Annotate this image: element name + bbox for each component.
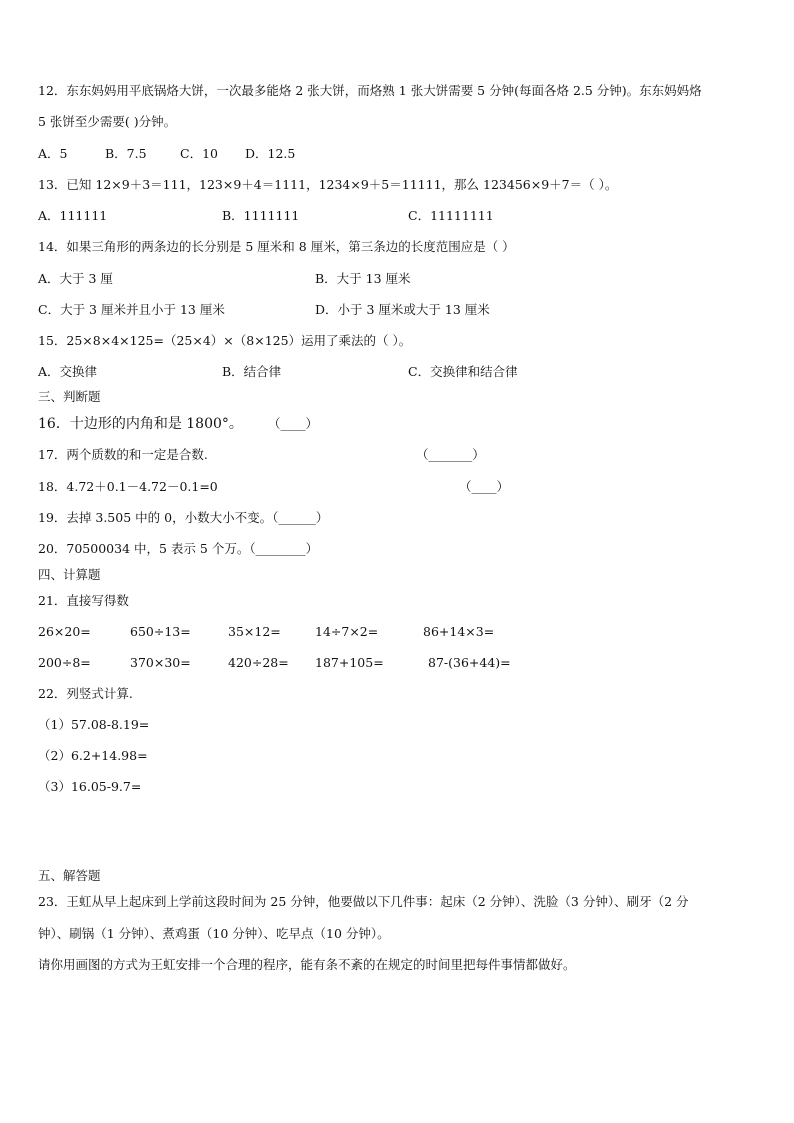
q20-stem: 20．70500034 中，5 表示 5 个万。（________）	[38, 541, 319, 556]
q15-stem: 15．25×8×4×125=（25×4）×（8×125）运用了乘法的（ ）。	[38, 333, 412, 348]
q12-stem-line2: 5 张饼至少需要( )分钟。	[38, 114, 177, 129]
q12-option-b: B．7.5	[105, 146, 147, 161]
q15-option-c: C．交换律和结合律	[408, 364, 518, 379]
q15-option-a: A．交换律	[38, 364, 98, 379]
q14-option-b: B．大于 13 厘米	[315, 271, 411, 286]
q21-title: 21．直接写得数	[38, 593, 129, 608]
q19-stem: 19．去掉 3.505 中的 0，小数大小不变。（______）	[38, 510, 329, 525]
q21-row1-item1: 26×20=	[38, 624, 91, 639]
q23-stem-line1: 23．王虹从早上起床到上学前这段时间为 25 分钟，他要做以下几件事：起床（2 分钟）、洗脸（3 分钟）、刷牙（2 分	[38, 894, 689, 909]
q12-option-c: C．10	[180, 146, 218, 161]
q12-option-d: D．12.5	[245, 146, 296, 161]
q21-row2-item3: 420÷28=	[228, 655, 289, 670]
q18-answer-blank: （____）	[459, 479, 510, 494]
q15-option-b: B．结合律	[222, 364, 282, 379]
q14-option-a: A．大于 3 厘	[38, 271, 113, 286]
q13-option-c: C．11111111	[408, 208, 494, 223]
q21-row1-item5: 86+14×3=	[423, 624, 495, 639]
q17-stem: 17．两个质数的和一定是合数.	[38, 447, 208, 462]
section-heading-calculation: 四、计算题	[38, 567, 101, 582]
q22-item-3: （3）16.05-9.7=	[38, 779, 142, 794]
q12-option-a: A．5	[38, 146, 68, 161]
q23-stem-line3: 请你用画图的方式为王虹安排一个合理的程序，能有条不紊的在规定的时间里把每件事情都做好。	[38, 957, 576, 972]
q12-stem-line1: 12．东东妈妈用平底锅烙大饼，一次最多能烙 2 张大饼，而烙熟 1 张大饼需要 5 分钟(每面各烙 2.5 分钟)。东东妈妈烙	[38, 83, 702, 98]
q22-title: 22．列竖式计算.	[38, 686, 133, 701]
q21-row1-item3: 35×12=	[228, 624, 281, 639]
section-heading-answer: 五、解答题	[38, 868, 101, 883]
q21-row1-item4: 14÷7×2=	[315, 624, 379, 639]
q22-item-2: （2）6.2+14.98=	[38, 748, 148, 763]
q21-row2-item5: 87-(36+44)=	[428, 655, 511, 670]
q21-row2-item1: 200÷8=	[38, 655, 91, 670]
q23-stem-line2: 钟）、刷锅（1 分钟）、煮鸡蛋（10 分钟）、吃早点（10 分钟）。	[38, 926, 390, 941]
q14-option-d: D．小于 3 厘米或大于 13 厘米	[315, 302, 490, 317]
q14-option-c: C．大于 3 厘米并且小于 13 厘米	[38, 302, 225, 317]
q22-item-1: （1）57.08-8.19=	[38, 717, 150, 732]
q21-row1-item2: 650÷13=	[130, 624, 191, 639]
section-heading-judgement: 三、判断题	[38, 389, 101, 404]
q14-stem: 14．如果三角形的两条边的长分别是 5 厘米和 8 厘米，第三条边的长度范围应是（ ）	[38, 239, 515, 254]
q21-row2-item4: 187+105=	[315, 655, 384, 670]
q13-stem: 13．已知 12×9＋3＝111，123×9＋4＝1111，1234×9＋5＝11111，那么 123456×9＋7＝（ ）。	[38, 177, 618, 192]
q18-stem: 18．4.72＋0.1－4.72－0.1=0	[38, 479, 218, 494]
q16-answer-blank: （____）	[268, 416, 319, 431]
q13-option-b: B．1111111	[222, 208, 300, 223]
q21-row2-item2: 370×30=	[130, 655, 191, 670]
q13-option-a: A．111111	[38, 208, 108, 223]
q16-stem: 16．十边形的内角和是 1800°。	[38, 416, 243, 432]
q17-answer-blank: （_______）	[416, 447, 485, 462]
